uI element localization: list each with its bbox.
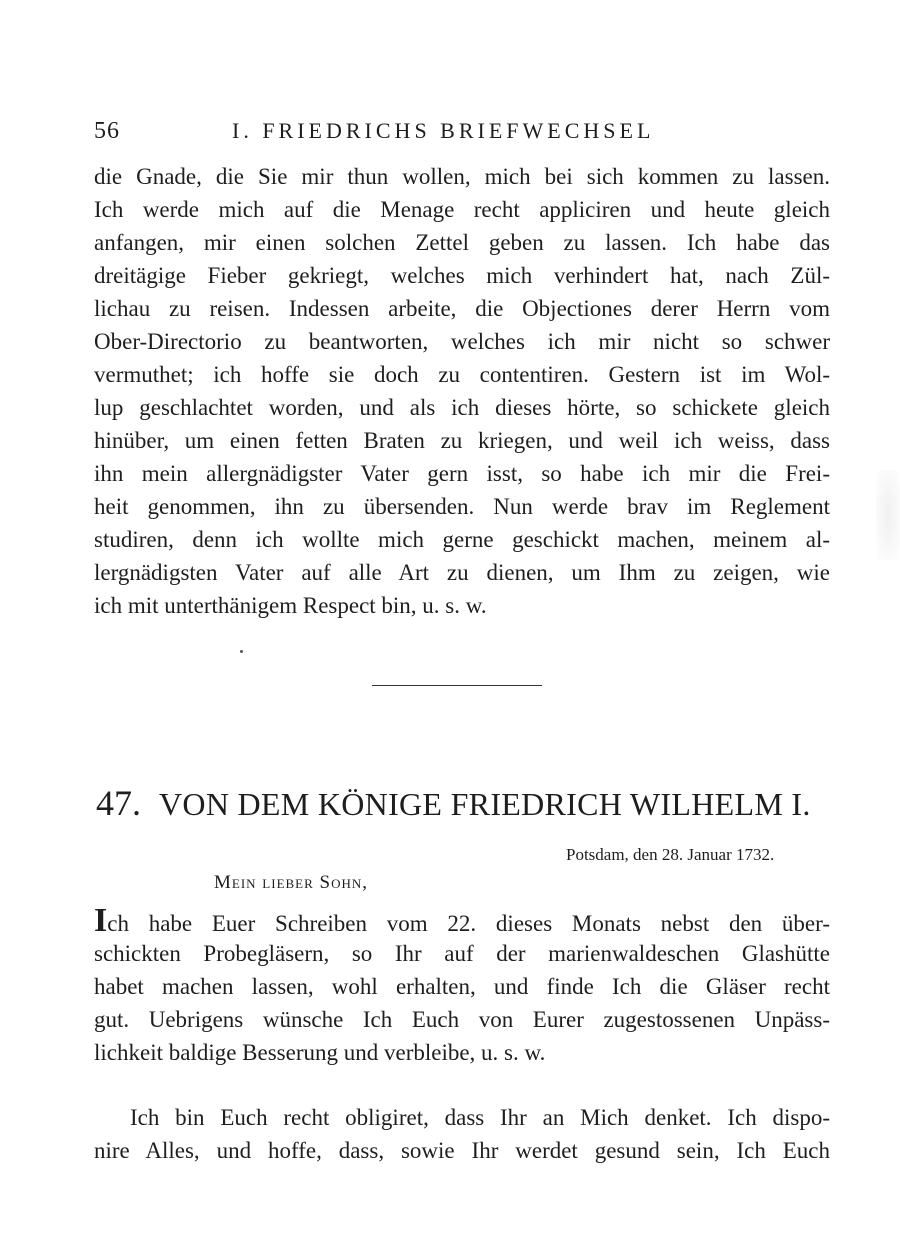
text-line: Ober-Directorio zu beantworten, welches ich mir nicht so schwer bbox=[94, 329, 830, 354]
text-line: Ich bin Euch recht obligiret, dass Ihr an Mich denket. Ich dispo- bbox=[130, 1105, 830, 1130]
scan-smudge bbox=[876, 470, 900, 560]
running-head bbox=[94, 112, 830, 148]
section-heading bbox=[96, 782, 836, 832]
text-line: hinüber, um einen fetten Braten zu kriegen, und weil ich weiss, dass bbox=[94, 428, 830, 453]
drop-cap: I bbox=[94, 904, 108, 937]
text-line-first bbox=[94, 904, 830, 937]
text-line: gut. Uebrigens wünsche Ich Euch von Eurer zugestossenen Unpäss- bbox=[94, 1007, 830, 1032]
text-line: die Gnade, die Sie mir thun wollen, mich bei sich kommen zu lassen. bbox=[94, 164, 830, 189]
section-divider bbox=[372, 685, 542, 686]
postscript bbox=[94, 1101, 830, 1167]
page-number: 56 bbox=[94, 118, 120, 144]
letter-body bbox=[94, 904, 830, 1069]
text-line: habet machen lassen, wohl erhalten, und finde Ich die Gläser recht bbox=[94, 974, 830, 999]
text-line: ihn mein allergnädigster Vater gern isst, so habe ich mir die Frei- bbox=[94, 461, 830, 486]
section-number: 47. bbox=[96, 783, 141, 823]
text-line-final: lichkeit baldige Besserung und verbleibe, u. s. w. bbox=[94, 1040, 546, 1065]
text-line: anfangen, mir einen solchen Zettel geben zu lassen. Ich habe das bbox=[94, 230, 830, 255]
text-line: lichau zu reisen. Indessen arbeite, die Objectiones derer Herrn vom bbox=[94, 296, 830, 321]
text-line-final: ich mit unterthänigem Respect bin, u. s. w. bbox=[94, 593, 487, 618]
text-line: Ich werde mich auf die Menage recht appliciren und heute gleich bbox=[94, 197, 830, 222]
text-line: lup geschlachtet worden, und als ich dieses hörte, so schickete gleich bbox=[94, 395, 830, 420]
text-line: lergnädigsten Vater auf alle Art zu dienen, um Ihm zu zeigen, wie bbox=[94, 560, 830, 585]
dateline: Potsdam, den 28. Januar 1732. bbox=[566, 845, 775, 864]
text-line: dreitägige Fieber gekriegt, welches mich verhindert hat, nach Zül- bbox=[94, 263, 830, 288]
text-line: heit genommen, ihn zu übersenden. Nun werde brav im Reglement bbox=[94, 494, 830, 519]
first-line-text: ch habe Euer Schreiben vom 22. dieses Monats nebst den über- bbox=[107, 911, 830, 936]
letter-continuation bbox=[94, 160, 830, 622]
salutation: Mein lieber Sohn, bbox=[214, 872, 369, 893]
text-line: schickten Probegläsern, so Ihr auf der marienwaldeschen Glashütte bbox=[94, 941, 830, 966]
text-line: vermuthet; ich hoffe sie doch zu contentiren. Gestern ist im Wol- bbox=[94, 362, 830, 387]
section-title: VON DEM KÖNIGE FRIEDRICH WILHELM I. bbox=[159, 786, 811, 822]
text-line: nire Alles, und hoffe, dass, sowie Ihr werdet gesund sein, Ich Euch bbox=[94, 1138, 830, 1163]
text-line: studiren, denn ich wollte mich gerne geschickt machen, meinem al- bbox=[94, 527, 830, 552]
stray-ink-dot bbox=[240, 650, 243, 653]
running-title: I. FRIEDRICHS BRIEFWECHSEL bbox=[232, 118, 655, 143]
